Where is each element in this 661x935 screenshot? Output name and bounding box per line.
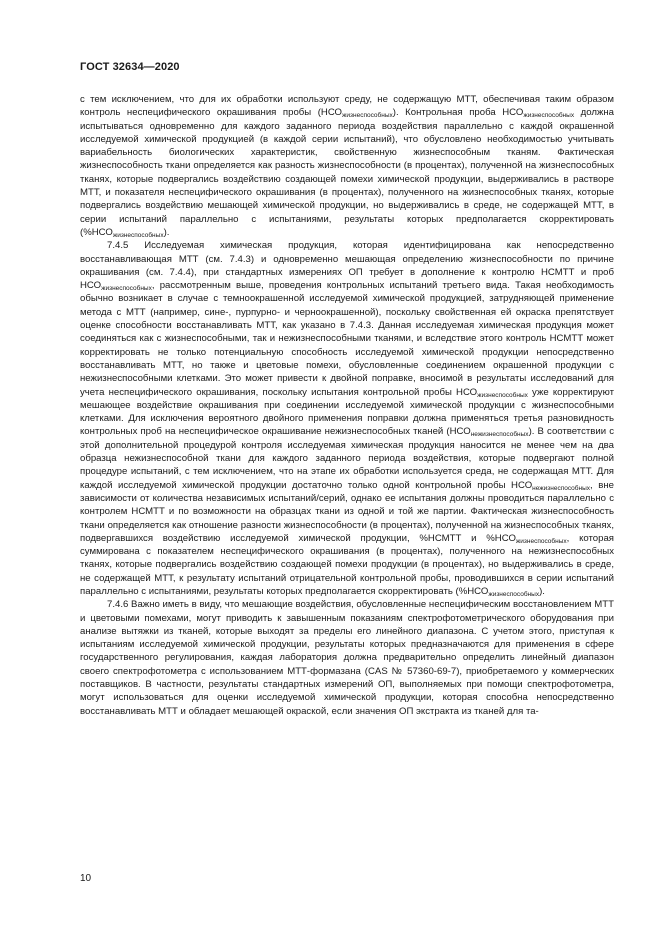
paragraph-7-4-5: 7.4.5 Исследуемая химическая продукция, которая идентифицирована как непосредственно восстанавливающая МТТ (см. 7.4.3) и одновременно мешающая определению жизнеспособности по причине окрашивания (см. 7.4.4), при стандартных измерениях ОП требует в дополнение к контролю НСМТТ и проб $НСО_{жизнеспособных}$, рассмотренным выше, проведения контрольных испытаний третьего вида. Такая необходимость обычно возникает в случае с темноокрашенной исследуемой химической продукцией, затрудняющей применение метода с МТТ (например, сине-, пурпурно- и черноокрашенной), поскольку свойственная ей окраска препятствует оценке способности восстанавливать МТТ, как указано в 7.4.3. Данная исследуемая химическая продукция может соединяться как с жизнеспособными, так и нежизнеспособными тканями, и вследствие этого контроль НСМТТ может корректировать не только потенциальную способность исследуемой химической продукции непосредственно восстанавливать МТТ, но также и цветовые помехи, обусловленные соединением окрашенной продукции с нежизнеспособными клетками. Это может привести к двойной поправке, вносимой в результаты исследований для учета неспецифического окрашивания, поскольку испытания контрольной пробы $НСО_{жизнеспособных}$ уже корректируют мешающее воздействие окрашивания при соединении исследуемой химической продукции с жизнеспособными клетками. Для исключения вероятного двойного применения поправки должна применяться третья разновидность контрольных проб на неспецифическое окрашивание нежизнеспособных тканей $(НСО_{нежизнеспособных})$. В соответствии с этой дополнительной процедурой контроля исследуемая химическая продукция наносится не менее чем на два образца нежизнеспособной ткани для каждого заданного периода воздействия, которые подвергают полной процедуре испытаний, с тем исключением, что на этапе их обработки используется среда, не содержащая МТТ. Для каждой исследуемой химической продукции достаточно только одной контрольной пробы $НСО_{нежизнеспособных}$, вне зависимости от количества независимых испытаний/серий, однако ее испытания должны проводиться параллельно с контролем НСМТТ и по возможности на образцах ткани из одной и той же партии. Фактическая жизнеспособность ткани определяется как отношение разности жизнеспособности (в процентах), полученной на жизнеспособных тканях, подвергавшихся воздействию исследуемой химической продукции, %НСМТТ и $\%НСО_{жизнеспособных}$, которая суммирована с показателем неспецифического окрашивания (в процентах), полученного на нежизнеспособных тканях, которые подвергались воздействию создающей помехи продукции (в процентах), но выдерживались в среде, не содержащей МТТ, к результату испытаний отрицательной контрольной пробы, проводившихся в серии испытаний параллельно с испытаниями, результаты которых предполагается скорректировать $(\%НСО_{жизнеспособных})$.	[80, 240, 614, 598]
page-number: 10	[80, 873, 92, 884]
paragraph-7-4-6: 7.4.6 Важно иметь в виду, что мешающие воздействия, обусловленные неспецифическим восстановлением МТТ и цветовыми помехами, могут приводить к завышенным показаниям спектрофотометрического оборудования при анализе вытяжки из тканей, которые выходят за пределы его линейного диапазона. С учетом этого, приступая к испытаниям исследуемой химической продукции, результаты которых предназначаются для применения в сфере государственного регулирования, каждая лаборатория должна предварительно определить линейный диапазон своего спектрофотометра с использованием МТТ-формазана (CAS № 57360-69-7), приобретаемого у коммерческих поставщиков. В частности, результаты стандартных измерений ОП, выполняемых при помощи спектрофотометра, могут использоваться для оценки исследуемой химической продукции, которая способна непосредственно восстанавливать МТТ и обладает мешающей окраской, если значения ОП экстракта из тканей для та-	[80, 599, 614, 717]
document-body	[80, 93, 614, 718]
document-header: ГОСТ 32634—2020	[80, 61, 180, 73]
paragraph-1: с тем исключением, что для их обработки используют среду, не содержащую МТТ, обеспечивая таким образом контроль неспецифического окрашивания пробы $(НСО_{жизнеспособных})$. Контрольная проба $НСО_{жизнеспособных}$ должна испытываться одновременно для каждого заданного периода воздействия параллельно с каждой окрашенной исследуемой химической продукцией (в каждой серии испытаний), что обусловлено необходимостью учитывать вариабельность биологических характеристик, свойственную жизнеспособным тканям. Фактическая жизнеспособность ткани определяется как разность жизнеспособности (в процентах), полученной на жизнеспособных тканях, которые подвергались воздействию создающей помехи химической продукции, выдерживались в растворе МТТ, и показателя неспецифического окрашивания (в процентах), полученного на жизнеспособных тканях, которые подвергались воздействию мешающей химической продукции, но выдерживались в среде, не содержащей МТТ, в серии испытаний параллельно с испытаниями, результаты которых предполагается скорректировать $(\%НСО_{жизнеспособных})$.	[80, 94, 614, 239]
